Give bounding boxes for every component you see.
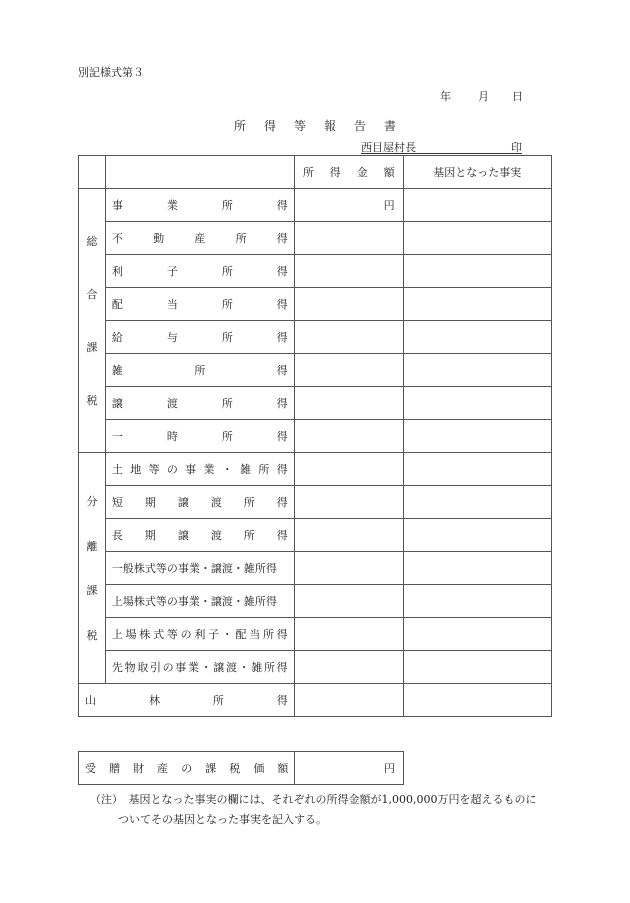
income-amount-field[interactable] bbox=[294, 420, 403, 453]
footnote-line-2: ついてその基因となった事実を記入する。 bbox=[118, 813, 327, 826]
income-amount-field[interactable] bbox=[294, 387, 403, 420]
forest-char: 所 bbox=[212, 694, 224, 707]
fact-field[interactable] bbox=[403, 321, 551, 354]
header-amount-char: 得 bbox=[329, 166, 341, 179]
income-type-char: 所 bbox=[221, 298, 233, 311]
income-type-char: 動 bbox=[153, 232, 165, 245]
category-label bbox=[79, 453, 106, 684]
gift-table bbox=[78, 751, 404, 785]
income-type-char: 雑 bbox=[251, 661, 263, 674]
category-char: 課 bbox=[86, 584, 98, 598]
income-row bbox=[79, 651, 552, 684]
income-type-char: の bbox=[162, 661, 174, 674]
category-char: 総 bbox=[86, 235, 98, 248]
header-blank-name bbox=[105, 156, 294, 189]
income-type-char: ・ bbox=[221, 463, 233, 476]
fact-field[interactable] bbox=[403, 651, 551, 684]
income-type-char: 所 bbox=[263, 661, 275, 674]
income-type-char: ・ bbox=[238, 661, 250, 674]
fact-field[interactable] bbox=[403, 552, 551, 585]
header-amount bbox=[294, 156, 403, 189]
income-type-char: 渡 bbox=[210, 496, 222, 509]
income-type-char: 事 bbox=[185, 463, 197, 476]
income-table bbox=[78, 155, 552, 717]
income-type-char: 給 bbox=[111, 331, 123, 344]
fact-field[interactable] bbox=[403, 189, 551, 222]
category-char: 合 bbox=[86, 288, 98, 301]
gift-label-char: 額 bbox=[277, 762, 289, 775]
fact-field[interactable] bbox=[403, 519, 551, 552]
income-amount-field[interactable] bbox=[294, 552, 403, 585]
income-row bbox=[79, 420, 552, 453]
footnote bbox=[90, 790, 536, 830]
income-type-label bbox=[105, 453, 294, 486]
category-char: 分 bbox=[86, 495, 98, 509]
income-type-label bbox=[105, 255, 294, 288]
income-type-char: 渡 bbox=[225, 661, 237, 674]
income-type-char: 得 bbox=[276, 298, 288, 311]
income-type-char: 得 bbox=[276, 364, 288, 377]
income-type-char: 所 bbox=[221, 430, 233, 443]
fact-field[interactable] bbox=[403, 354, 551, 387]
income-row bbox=[79, 453, 552, 486]
title-char: 得 bbox=[263, 119, 276, 133]
income-type-label bbox=[105, 189, 294, 222]
income-type-char: 利 bbox=[111, 265, 123, 278]
income-type-char: 雑 bbox=[111, 364, 123, 377]
income-type-char: 土 bbox=[111, 463, 123, 476]
income-type-char: 等 bbox=[166, 628, 178, 641]
gift-label-char: の bbox=[181, 762, 193, 775]
income-type-char: 所 bbox=[235, 232, 247, 245]
income-amount-field[interactable] bbox=[294, 288, 403, 321]
income-type-label bbox=[105, 354, 294, 387]
title-char: 所 bbox=[233, 119, 246, 133]
header-amount-char: 額 bbox=[383, 166, 395, 179]
income-type-label bbox=[105, 519, 294, 552]
income-amount-field[interactable] bbox=[294, 255, 403, 288]
income-type-label bbox=[105, 321, 294, 354]
category-label bbox=[79, 189, 106, 453]
income-type-char: 得 bbox=[276, 397, 288, 410]
income-type-char: 所 bbox=[221, 397, 233, 410]
gift-label-char: 税 bbox=[229, 762, 241, 775]
income-type-char: 所 bbox=[221, 265, 233, 278]
income-row bbox=[79, 387, 552, 420]
fact-field[interactable] bbox=[403, 453, 551, 486]
forest-row bbox=[79, 684, 552, 717]
income-amount-field[interactable] bbox=[294, 321, 403, 354]
income-type-char: 上 bbox=[111, 628, 123, 641]
income-amount-field[interactable] bbox=[294, 222, 403, 255]
income-type-char: 所 bbox=[194, 364, 206, 377]
forest-label bbox=[79, 684, 295, 717]
income-type-char: 期 bbox=[144, 496, 156, 509]
income-type-char: 得 bbox=[276, 529, 288, 542]
income-row bbox=[79, 189, 552, 222]
income-type-char: 得 bbox=[276, 463, 288, 476]
forest-char: 得 bbox=[276, 694, 288, 707]
header-amount-char: 金 bbox=[356, 166, 368, 179]
income-type-char: 一般株式等の事業・譲渡・雑所得 bbox=[111, 562, 277, 575]
income-type-label bbox=[105, 585, 294, 618]
forest-fact-field[interactable] bbox=[403, 684, 551, 717]
fact-field[interactable] bbox=[403, 420, 551, 453]
income-type-char: 当 bbox=[166, 298, 178, 311]
income-amount-field[interactable] bbox=[294, 519, 403, 552]
income-type-char: 得 bbox=[276, 430, 288, 443]
title-char: 報 bbox=[324, 119, 337, 133]
fact-field[interactable] bbox=[403, 222, 551, 255]
income-row bbox=[79, 354, 552, 387]
category-char: 税 bbox=[86, 628, 98, 642]
income-type-char: 得 bbox=[276, 628, 288, 641]
income-type-char: 上場株式等の事業・譲渡・雑所得 bbox=[111, 595, 277, 608]
income-type-char: 渡 bbox=[210, 529, 222, 542]
income-type-char: 得 bbox=[276, 331, 288, 344]
income-type-char: 一 bbox=[111, 430, 123, 443]
income-type-char: 業 bbox=[187, 661, 199, 674]
gift-label-char: 産 bbox=[157, 762, 169, 775]
income-type-label bbox=[105, 387, 294, 420]
title-char: 等 bbox=[293, 119, 306, 133]
income-amount-field[interactable] bbox=[294, 453, 403, 486]
income-type-char: 長 bbox=[111, 529, 123, 542]
form-number: 別記様式第３ bbox=[78, 66, 144, 79]
income-row bbox=[79, 585, 552, 618]
income-type-label bbox=[105, 486, 294, 519]
income-type-char: 所 bbox=[258, 463, 270, 476]
income-amount-field[interactable] bbox=[294, 585, 403, 618]
income-type-char: 業 bbox=[203, 463, 215, 476]
income-type-char: 配 bbox=[235, 628, 247, 641]
category-char: 離 bbox=[86, 539, 98, 553]
category-char: 税 bbox=[86, 394, 98, 407]
date-year-label: 年 bbox=[440, 90, 451, 103]
income-row bbox=[79, 552, 552, 585]
seal-mark: 印 bbox=[511, 141, 522, 154]
income-type-char: 所 bbox=[243, 496, 255, 509]
header-fact: 基因となった事実 bbox=[403, 156, 551, 189]
gift-label-char: 受 bbox=[85, 762, 96, 775]
title-char: 書 bbox=[384, 119, 397, 133]
income-type-char: 株 bbox=[139, 628, 151, 641]
income-type-label bbox=[105, 618, 294, 651]
income-type-label bbox=[105, 552, 294, 585]
income-type-char: 譲 bbox=[177, 496, 189, 509]
addressee bbox=[361, 139, 522, 154]
page-title bbox=[0, 117, 630, 134]
income-type-label bbox=[105, 651, 294, 684]
income-type-label bbox=[105, 222, 294, 255]
income-type-char: 譲 bbox=[213, 661, 225, 674]
header-blank-cat bbox=[79, 156, 106, 189]
income-amount-field[interactable] bbox=[294, 651, 403, 684]
income-row bbox=[79, 486, 552, 519]
income-type-char: 所 bbox=[221, 331, 233, 344]
income-type-char: 所 bbox=[243, 529, 255, 542]
income-type-char: 不 bbox=[111, 232, 123, 245]
income-type-char: 短 bbox=[111, 496, 123, 509]
income-type-char: 当 bbox=[249, 628, 261, 641]
income-type-char: 得 bbox=[276, 265, 288, 278]
date-month-label: 月 bbox=[478, 90, 489, 103]
income-type-char: 産 bbox=[194, 232, 206, 245]
gift-label-char: 価 bbox=[253, 762, 265, 775]
title-char: 告 bbox=[354, 119, 367, 133]
income-type-char: 所 bbox=[263, 628, 274, 641]
income-type-char: 地 bbox=[130, 463, 142, 476]
income-type-char: 場 bbox=[125, 628, 137, 641]
income-amount-field[interactable] bbox=[294, 354, 403, 387]
gift-label-char: 贈 bbox=[109, 762, 121, 775]
income-row bbox=[79, 255, 552, 288]
income-type-label bbox=[105, 288, 294, 321]
category-char: 課 bbox=[86, 341, 98, 354]
fact-field[interactable] bbox=[403, 585, 551, 618]
income-row bbox=[79, 222, 552, 255]
income-amount-field[interactable] bbox=[294, 486, 403, 519]
date-day-label: 日 bbox=[512, 90, 523, 103]
income-row bbox=[79, 618, 552, 651]
income-type-char: 時 bbox=[166, 430, 178, 443]
gift-label bbox=[79, 752, 295, 785]
income-row bbox=[79, 321, 552, 354]
income-type-char: 得 bbox=[276, 232, 288, 245]
income-type-char: 事 bbox=[111, 199, 123, 212]
footnote-line-1: （注） 基因となった事実の欄には、それぞれの所得金額が1,000,000万円を超えるものに bbox=[90, 793, 537, 806]
fact-field[interactable] bbox=[403, 486, 551, 519]
fact-field[interactable] bbox=[403, 387, 551, 420]
income-type-char: 所 bbox=[221, 199, 233, 212]
gift-amount-field[interactable]: 円 bbox=[295, 752, 404, 785]
forest-char: 林 bbox=[148, 694, 160, 707]
income-type-char: 利 bbox=[194, 628, 206, 641]
income-type-char: 子 bbox=[208, 628, 220, 641]
gift-row bbox=[79, 752, 404, 785]
addressee-name: 西目屋村長 bbox=[361, 141, 416, 154]
income-type-char: 引 bbox=[149, 661, 161, 674]
income-type-char: 期 bbox=[144, 529, 156, 542]
income-type-char: 子 bbox=[166, 265, 178, 278]
income-amount-field[interactable] bbox=[294, 618, 403, 651]
income-type-char: 得 bbox=[276, 496, 288, 509]
income-type-char: 事 bbox=[175, 661, 187, 674]
income-type-char: ・ bbox=[200, 661, 212, 674]
income-type-char: の bbox=[166, 463, 178, 476]
income-type-char: ・ bbox=[221, 628, 233, 641]
income-type-char: 物 bbox=[124, 661, 136, 674]
income-type-char: 式 bbox=[153, 628, 165, 641]
forest-char: 山 bbox=[85, 694, 96, 707]
income-row bbox=[79, 519, 552, 552]
fact-field[interactable] bbox=[403, 618, 551, 651]
income-type-char: 配 bbox=[111, 298, 123, 311]
header-row bbox=[79, 156, 552, 189]
fact-field[interactable] bbox=[403, 255, 551, 288]
income-type-char: 与 bbox=[166, 331, 178, 344]
header-amount-char: 所 bbox=[302, 166, 314, 179]
income-type-char: 取 bbox=[137, 661, 149, 674]
income-type-char: 渡 bbox=[166, 397, 178, 410]
income-type-char: 得 bbox=[276, 199, 288, 212]
gift-label-char: 財 bbox=[133, 762, 145, 775]
income-type-char: 譲 bbox=[177, 529, 189, 542]
income-row bbox=[79, 288, 552, 321]
income-type-char: 業 bbox=[166, 199, 178, 212]
income-amount-field[interactable]: 円 bbox=[294, 189, 403, 222]
income-type-char: 雑 bbox=[240, 463, 252, 476]
fact-field[interactable] bbox=[403, 288, 551, 321]
income-type-label bbox=[105, 420, 294, 453]
gift-label-char: 課 bbox=[205, 762, 217, 775]
income-type-char: 等 bbox=[148, 463, 160, 476]
forest-amount-field[interactable] bbox=[294, 684, 403, 717]
income-type-char: 先 bbox=[111, 661, 123, 674]
income-type-char: の bbox=[180, 628, 192, 641]
income-type-char: 得 bbox=[276, 661, 288, 674]
income-type-char: 譲 bbox=[111, 397, 123, 410]
